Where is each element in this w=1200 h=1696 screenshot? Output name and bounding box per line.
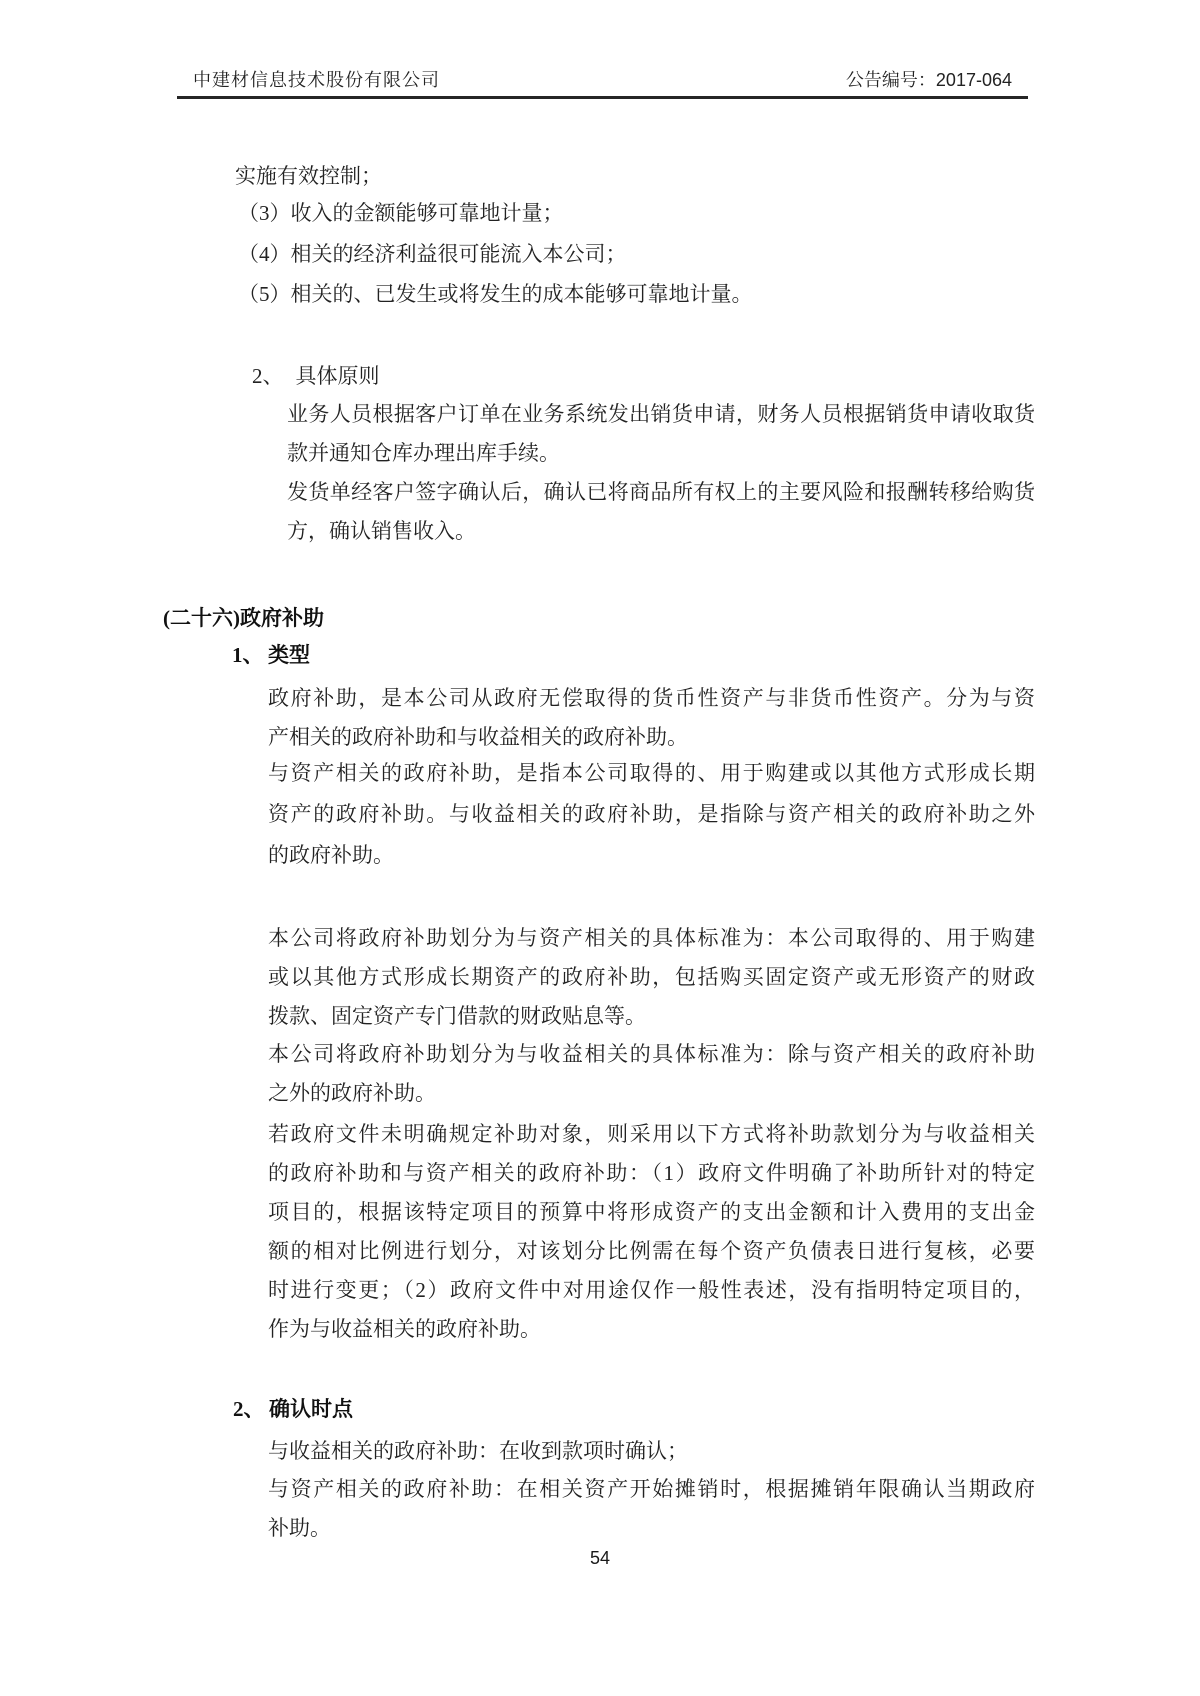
subheading-type	[232, 636, 992, 675]
paragraph	[268, 753, 1035, 876]
subheading-number: 2、	[233, 1397, 265, 1421]
section-heading-government-subsidy: (二十六)政府补助	[163, 606, 324, 630]
paragraph	[268, 1432, 1035, 1471]
subheading-title: 类型	[268, 643, 310, 667]
paragraph	[268, 1470, 1035, 1548]
announcement-number-label: 公告编号：	[845, 70, 936, 90]
subheading-principles	[252, 357, 1012, 396]
text-line: 或以其他方式形成长期资产的政府补助，包括购买固定资产或无形资产的财政	[268, 965, 1035, 989]
paragraph	[268, 679, 1035, 757]
text-line: （5）相关的、已发生或将发生的成本能够可靠地计量。	[238, 282, 753, 306]
text-line: 时进行变更；（2）政府文件中对用途仅作一般性表述，没有指明特定项目的，	[268, 1278, 1035, 1302]
text-line: 作为与收益相关的政府补助。	[268, 1317, 541, 1341]
paragraph	[287, 473, 1035, 551]
text-line: 拨款、固定资产专门借款的财政贴息等。	[268, 1004, 646, 1028]
subheading-number: 2、	[252, 364, 284, 388]
page-number: 54	[589, 1548, 611, 1568]
subheading-number: 1、	[232, 643, 264, 667]
text-line: 实施有效控制；	[235, 164, 382, 188]
announcement-number	[600, 66, 1012, 92]
text-line: 方，确认销售收入。	[287, 519, 476, 543]
text-line: （4）相关的经济利益很可能流入本公司；	[238, 242, 627, 266]
announcement-number-value: 2017-064	[935, 70, 1012, 90]
subheading-title: 确认时点	[269, 1397, 353, 1421]
text-line: 若政府文件未明确规定补助对象，则采用以下方式将补助款划分为与收益相关	[268, 1122, 1035, 1146]
text-line: 款并通知仓库办理出库手续。	[287, 441, 560, 465]
list-item	[238, 194, 1018, 233]
subheading-title: 具体原则	[295, 364, 380, 388]
text-line: 的政府补助。	[268, 843, 394, 867]
text-line: 政府补助，是本公司从政府无偿取得的货币性资产与非货币性资产。分为与资	[268, 686, 1035, 710]
text-line: 资产的政府补助。与收益相关的政府补助，是指除与资产相关的政府补助之外	[268, 802, 1035, 826]
text-line: 本公司将政府补助划分为与资产相关的具体标准为：本公司取得的、用于购建	[268, 926, 1035, 950]
text-line: 与资产相关的政府补助，是指本公司取得的、用于购建或以其他方式形成长期	[268, 761, 1035, 785]
header-rule	[177, 96, 1028, 99]
text-line: 产相关的政府补助和与收益相关的政府补助。	[268, 725, 688, 749]
text-line: 额的相对比例进行划分，对该划分比例需在每个资产负债表日进行复核，必要	[268, 1239, 1035, 1263]
text-line: 补助。	[268, 1516, 331, 1540]
text-line: 项目的，根据该特定项目的预算中将形成资产的支出金额和计入费用的支出金	[268, 1200, 1035, 1224]
text-line: （3）收入的金额能够可靠地计量；	[238, 201, 564, 225]
text-line: 本公司将政府补助划分为与收益相关的具体标准为：除与资产相关的政府补助	[268, 1042, 1035, 1066]
text-line: 之外的政府补助。	[268, 1081, 436, 1105]
paragraph	[268, 1115, 1035, 1349]
list-item	[238, 275, 1018, 314]
paragraph-control	[235, 157, 995, 196]
text-line: 业务人员根据客户订单在业务系统发出销货申请，财务人员根据销货申请收取货	[287, 402, 1035, 426]
paragraph	[287, 395, 1035, 473]
paragraph	[268, 1035, 1035, 1113]
paragraph	[268, 919, 1035, 1036]
text-line: 与资产相关的政府补助：在相关资产开始摊销时，根据摊销年限确认当期政府	[268, 1477, 1035, 1501]
company-name: 中建材信息技术股份有限公司	[193, 70, 440, 90]
text-line: 与收益相关的政府补助：在收到款项时确认；	[268, 1439, 688, 1463]
subheading-recognition-timing	[233, 1390, 993, 1429]
text-line: 发货单经客户签字确认后，确认已将商品所有权上的主要风险和报酬转移给购货	[287, 480, 1035, 504]
text-line: 的政府补助和与资产相关的政府补助：（1）政府文件明确了补助所针对的特定	[268, 1161, 1035, 1185]
list-item	[238, 235, 1018, 274]
